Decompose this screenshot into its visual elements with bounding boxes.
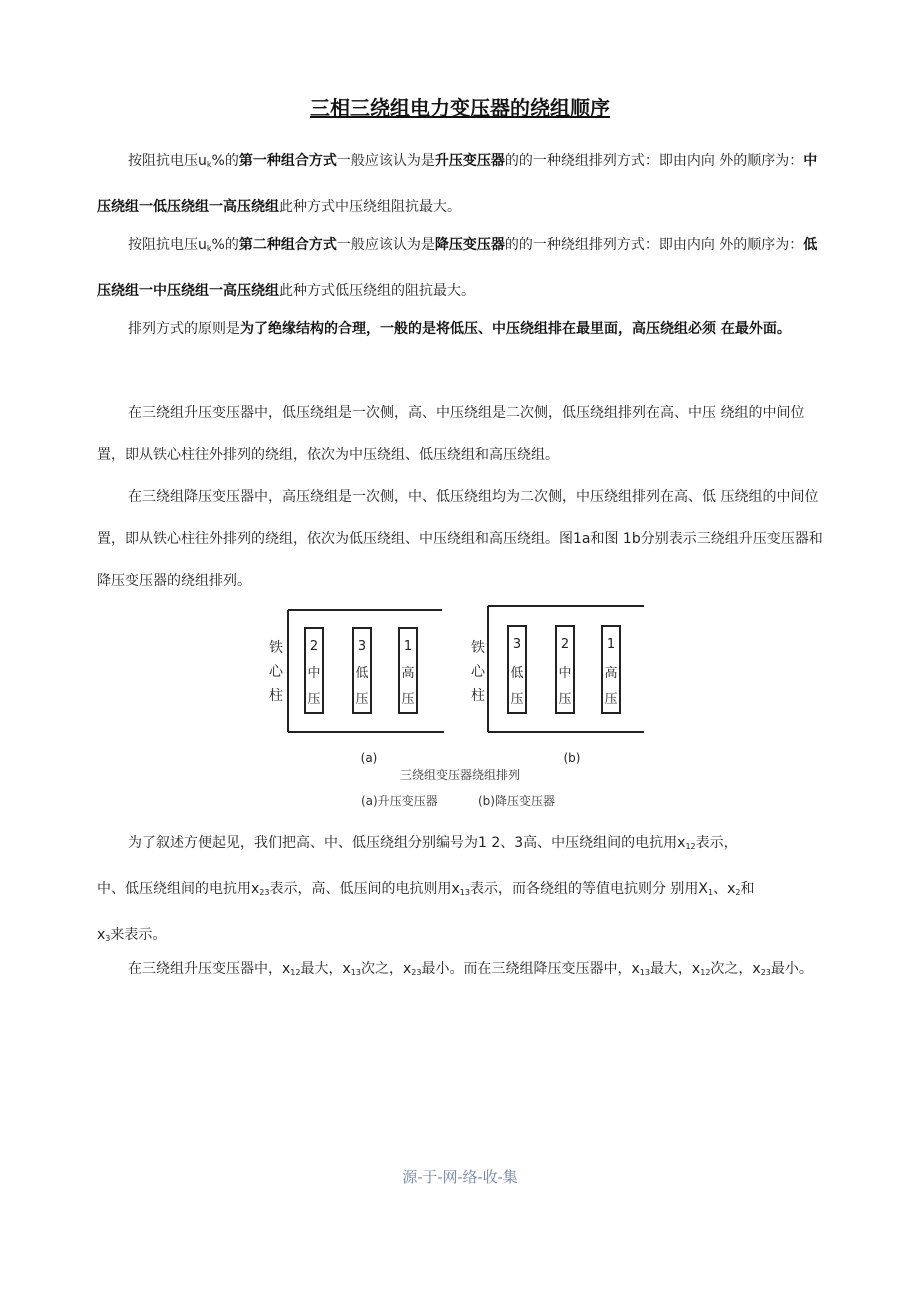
- figure-subcaption-b: (b)降压变压器: [478, 794, 555, 808]
- winding-b-3-char1: 高: [604, 666, 618, 681]
- winding-b-3-number: 1: [606, 637, 616, 652]
- winding-a-1-char2: 压: [307, 692, 321, 707]
- winding-b-2-char1: 中: [558, 666, 572, 681]
- paragraph-second-combination: 按阻抗电压$u_k\%$的第二种组合方式一般应该认为是降压变压器的的一种绕组排列方式：即由内向 外的顺序为：低压绕组一中压绕组一高压绕组此种方式低压绕组的阻抗最大。: [97, 237, 818, 299]
- winding-a-3-char2: 压: [401, 692, 415, 707]
- winding-a-3-char1: 高: [401, 666, 415, 681]
- paragraph-arrangement-principle: 排列方式的原则是为了绝缘结构的合理，一般的是将低压、中压绕组排在最里面，高压绕组必须 在最外面。: [128, 321, 791, 337]
- winding-a-2-char2: 压: [355, 692, 369, 707]
- paragraph-reactance-comparison: 在三绕组升压变压器中，$x_{12}$最大，$x_{13}$次之，$x_{23}$最小。而在三绕组降压变压器中，$x_{13}$最大，$x_{12}$次之，$x_{23}$最小。: [128, 961, 813, 977]
- paragraph-first-combination: 按阻抗电压$u_k\%$的第一种组合方式一般应该认为是升压变压器的的一种绕组排列方式：即由内向 外的顺序为：中压绕组一低压绕组一高压绕组此种方式中压绕组阻抗最大。: [97, 153, 818, 215]
- winding-a-1-char1: 中: [307, 666, 321, 681]
- figure-subcaption-a: (a)升压变压器: [361, 794, 438, 808]
- page-title: 三相三绕组电力变压器的绕组顺序: [310, 96, 610, 120]
- winding-b-1-char2: 压: [510, 692, 524, 707]
- winding-b-1-char1: 低: [510, 666, 524, 681]
- winding-arrangement-figure: [262, 600, 647, 776]
- winding-a-2-number: 3: [357, 639, 367, 654]
- diagram-b-label: (b): [563, 751, 581, 765]
- paragraph-step-down: 在三绕组降压变压器中，高压绕组是一次侧，中、低压绕组均为二次侧，中压绕组排列在高、低 压绕组的中间位置，即从铁心柱往外排列的绕组，依次为低压绕组、中压绕组和高压绕组。图1a和图 1b分别表示三绕组升压变压器和降压变压器的绕组排列。: [97, 489, 823, 589]
- footer-source-note: 源-于-网-络-收-集: [402, 1168, 518, 1186]
- paragraph-reactance-notation: 为了叙述方便起见，我们把高、中、低压绕组分别编号为1 2、3高、中压绕组间的电抗用$x_{12}$表示， 中、低压绕组间的电抗用$x_{23}$表示，高、低压间的电抗则用$x_{13}$表示，而各绕组的等值电抗则分 别用$X_1$、$x_2$和 $x_3$来表示。: [97, 835, 755, 943]
- core-label-b-1: 铁: [471, 640, 485, 656]
- core-label-a-1: 铁: [269, 640, 283, 656]
- winding-b-2-char2: 压: [558, 692, 572, 707]
- winding-a-2-char1: 低: [355, 666, 369, 681]
- winding-b-3-char2: 压: [604, 692, 618, 707]
- core-label-a-2: 心: [269, 664, 283, 680]
- paragraph-step-up: 在三绕组升压变压器中，低压绕组是一次侧，高、中压绕组是二次侧，低压绕组排列在高、中压 绕组的中间位置，即从铁心柱往外排列的绕组，依次为中压绕组、低压绕组和高压绕组。: [97, 405, 805, 463]
- core-label-a-3: 柱: [269, 688, 283, 704]
- core-label-b-2: 心: [471, 664, 485, 680]
- core-label-b-3: 柱: [471, 688, 485, 704]
- winding-a-1-number: 2: [309, 639, 319, 654]
- diagram-a-label: (a): [360, 751, 378, 765]
- figure-caption: 三绕组变压器绕组排列: [399, 768, 520, 782]
- winding-a-3-number: 1: [403, 639, 413, 654]
- winding-b-2-number: 2: [560, 637, 570, 652]
- winding-b-1-number: 3: [512, 637, 522, 652]
